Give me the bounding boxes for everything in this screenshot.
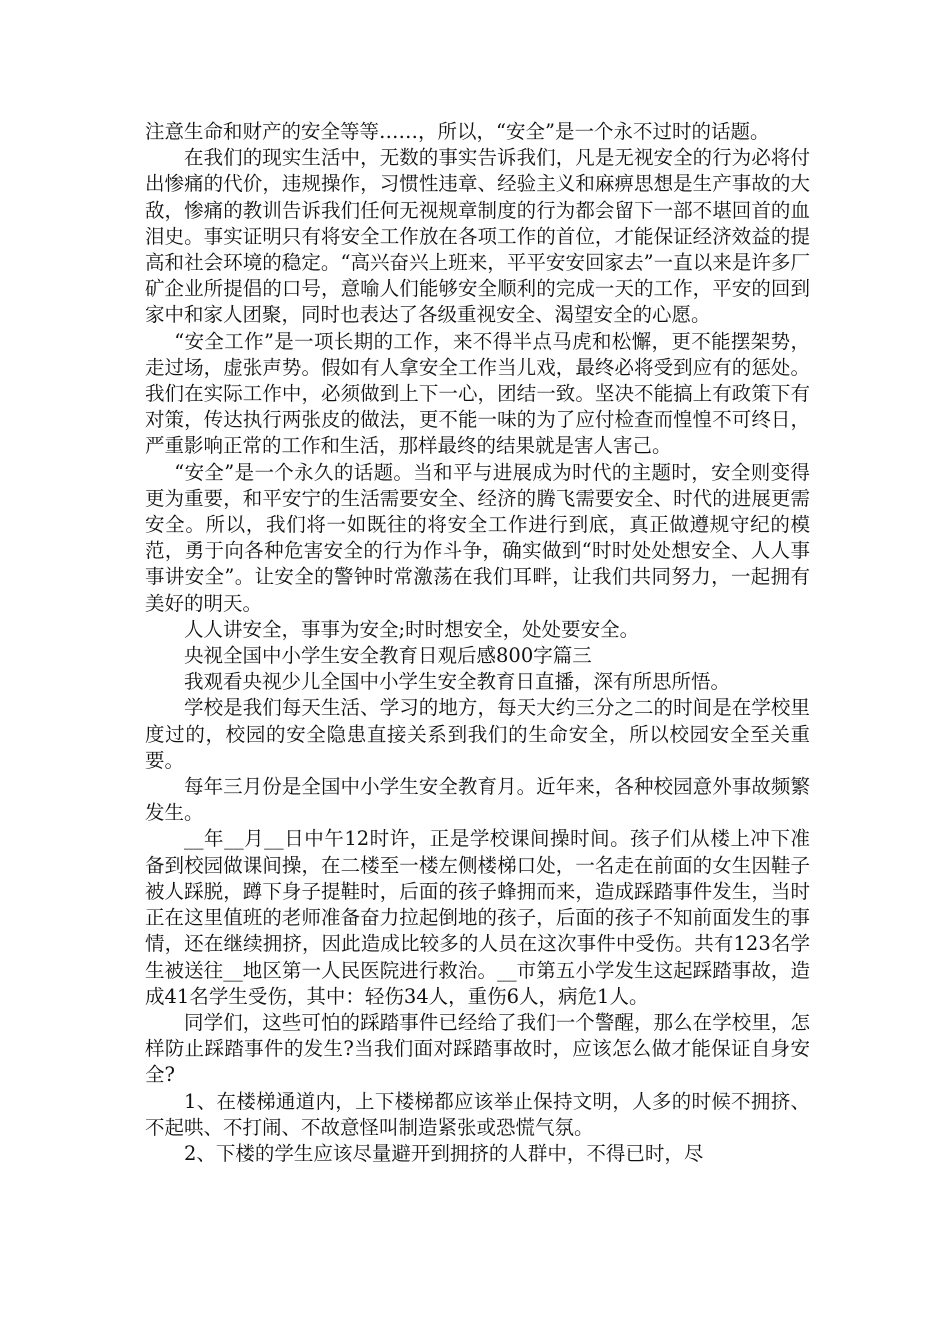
- paragraph: 在我们的现实生活中，无数的事实告诉我们，凡是无视安全的行为必将付出惨痛的代价，违规操作，习惯性违章、经验主义和麻痹思想是生产事故的大敌，惨痛的教训告诉我们任何无视规章制度的行为都会留下一部不堪回首的血泪史。事实证明只有将安全工作放在各项工作的首位，才能保证经济效益的提高和社会环境的稳定。“高兴奋兴上班来，平平安安回家去”一直以来是许多厂矿企业所提倡的口号，意喻人们能够安全顺利的完成一天的工作，平安的回到家中和家人团聚，同时也表达了各级重视安全、渴望安全的心愿。: [145, 146, 810, 327]
- list-item: 2、下楼的学生应该尽量避开到拥挤的人群中，不得已时，尽: [184, 1141, 704, 1165]
- paragraph: 人人讲安全，事事为安全;时时想安全，处处要安全。: [184, 617, 640, 641]
- paragraph: __年__月__日中午12时许，正是学校课间操时间。孩子们从楼上冲下准备到校园做课间操，在二楼至一楼左侧楼梯口处，一名走在前面的女生因鞋子被人踩脱，蹲下身子提鞋时，后面的孩子蜂拥而来，造成踩踏事件发生，当时正在这里值班的老师准备奋力拉起倒地的孩子，后面的孩子不知前面发生的事情，还在继续拥挤，因此造成比较多的人员在这次事件中受伤。共有123名学生被送往__地区第一人民医院进行救治。__市第五小学发生这起踩踏事故，造成41名学生受伤，其中：轻伤34人，重伤6人，病危1人。: [145, 827, 810, 1008]
- paragraph: 注意生命和财产的安全等等……，所以，“安全”是一个永不过时的话题。: [145, 120, 770, 143]
- paragraph: 学校是我们每天生活、学习的地方，每天大约三分之二的时间是在学校里度过的，校园的安全隐患直接关系到我们的生命安全，所以校园安全至关重要。: [145, 696, 810, 772]
- paragraph: “安全工作”是一项长期的工作，来不得半点马虎和松懈，更不能摆架势，走过场，虚张声势。假如有人拿安全工作当儿戏，最终必将受到应有的惩处。我们在实际工作中，必须做到上下一心，团结一致。坚决不能搞上有政策下有对策，传达执行两张皮的做法，更不能一味的为了应付检查而惶惶不可终日，严重影响正常的工作和生活，那样最终的结果就是害人害己。: [145, 329, 810, 458]
- document-body: [145, 119, 810, 1167]
- paragraph: 我观看央视少儿全国中小学生安全教育日直播，深有所思所悟。: [184, 670, 731, 694]
- section-heading: 央视全国中小学生安全教育日观后感800字篇三: [184, 644, 592, 668]
- paragraph: “安全”是一个永久的话题。当和平与进展成为时代的主题时，安全则变得更为重要，和平安宁的生活需要安全、经济的腾飞需要安全、时代的进展更需安全。所以，我们将一如既往的将安全工作进行到底，真正做遵规守纪的模范，勇于向各种危害安全的行为作斗争，确实做到“时时处处想安全、人人事事讲安全”。让安全的警钟时常激荡在我们耳畔，让我们共同努力，一起拥有美好的明天。: [145, 460, 810, 615]
- list-item: 1、在楼梯通道内，上下楼梯都应该举止保持文明，人多的时候不拥挤、不起哄、不打闹、不故意怪叫制造紧张或恐慌气氛。: [145, 1089, 810, 1139]
- paragraph: 同学们，这些可怕的踩踏事件已经给了我们一个警醒，那么在学校里，怎样防止踩踏事件的发生?当我们面对踩踏事故时，应该怎么做才能保证自身安全?: [145, 1010, 810, 1087]
- paragraph: 每年三月份是全国中小学生安全教育月。近年来，各种校园意外事故频繁发生。: [145, 775, 810, 825]
